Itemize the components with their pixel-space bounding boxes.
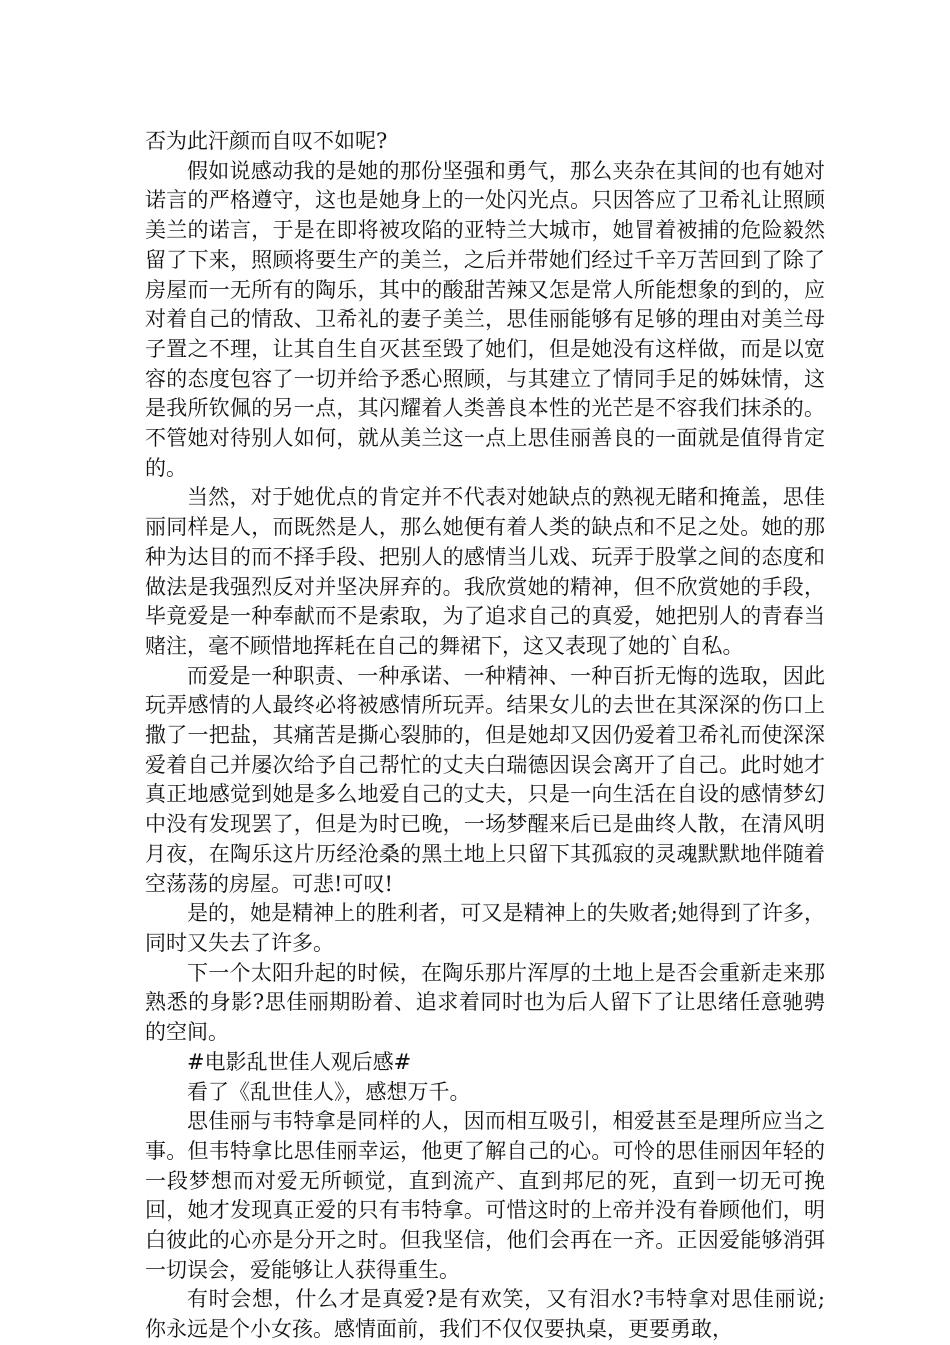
paragraph: 而爱是一种职责、一种承诺、一种精神、一种百折无悔的选取，因此玩弄感情的人最终必将被感情所玩弄。结果女儿的去世在其深深的伤口上撒了一把盐，其痛苦是撕心裂肺的，但是她却又因仍爱着卫希礼而使深深爱着自己并屡次给予自己帮忙的丈夫白瑞德因误会离开了自己。此时她才真正地感觉到她是多么地爱自己的丈夫，只是一向生活在自设的感情梦幻中没有发现罢了，但是为时已晚，一场梦醒来后已是曲终人散，在清风明月夜，在陶乐这片历经沧桑的黑土地上只留下其孤寂的灵魂默默地伴随着空荡荡的房屋。可悲!可叹! — [145, 663, 825, 896]
paragraph: 看了《乱世佳人》，感想万千。 — [187, 1079, 471, 1104]
paragraph: 否为此汗颜而自叹不如呢? — [145, 129, 388, 153]
paragraph: 思佳丽与韦特拿是同样的人，因而相互吸引，相爱甚至是理所应当之事。但韦特拿比思佳丽幸运，他更了解自己的心。可怜的思佳丽因年轻的一段梦想而对爱无所顿觉，直到流产、直到邦尼的死，直到一切无可挽回，她才发现真正爱的只有韦特拿。可惜这时的上帝并没有眷顾他们，明白彼此的心亦是分开之时。但我坚信，他们会再在一齐。正因爱能够消弭一切误会，爱能够让人获得重生。 — [145, 1109, 825, 1282]
section-heading: #电影乱世佳人观后感# — [187, 1049, 412, 1074]
paragraph: 假如说感动我的是她的那份坚强和勇气，那么夹杂在其间的也有她对诺言的严格遵守，这也是她身上的一处闪光点。只因答应了卫希礼让照顾美兰的诺言，于是在即将被攻陷的亚特兰大城市，她冒着被捕的危险毅然留了下来，照顾将要生产的美兰，之后并带她们经过千辛万苦回到了除了房屋而一无所有的陶乐，其中的酸甜苦辣又怎是常人所能想象的到的，应对着自己的情敌、卫希礼的妻子美兰，思佳丽能够有足够的理由对美兰母子置之不理，让其自生自灭甚至毁了她们，但是她没有这样做，而是以宽容的态度包容了一切并给予悉心照顾，与其建立了情同手足的姊妹情，这是我所钦佩的另一点，其闪耀着人类善良本性的光芒是不容我们抹杀的。不管她对待别人如何，就从美兰这一点上思佳丽善良的一面就是值得肯定的。 — [145, 158, 825, 480]
document-body — [145, 127, 825, 1345]
paragraph: 当然，对于她优点的肯定并不代表对她缺点的熟视无睹和掩盖，思佳丽同样是人，而既然是人，那么她便有着人类的缺点和不足之处。她的那种为达目的而不择手段、把别人的感情当儿戏、玩弄于股掌之间的态度和做法是我强烈反对并坚决屏弃的。我欣赏她的精神，但不欣赏她的手段，毕竟爱是一种奉献而不是索取，为了追求自己的真爱，她把别人的青春当赌注，毫不顾惜地挥耗在自己的舞裙下，这又表现了她的`自私。 — [145, 485, 825, 658]
paragraph: 有时会想，什么才是真爱?是有欢笑，又有泪水?韦特拿对思佳丽说;你永远是个小女孩。感情面前，我们不仅仅要执桌，更要勇敢， — [145, 1287, 825, 1342]
paragraph: 是的，她是精神上的胜利者，可又是精神上的失败者;她得到了许多，同时又失去了许多。 — [145, 901, 825, 955]
paragraph: 下一个太阳升起的时候，在陶乐那片浑厚的土地上是否会重新走来那熟悉的身影?思佳丽期盼着、追求着同时也为后人留下了让思绪任意驰骋的空间。 — [145, 960, 825, 1045]
